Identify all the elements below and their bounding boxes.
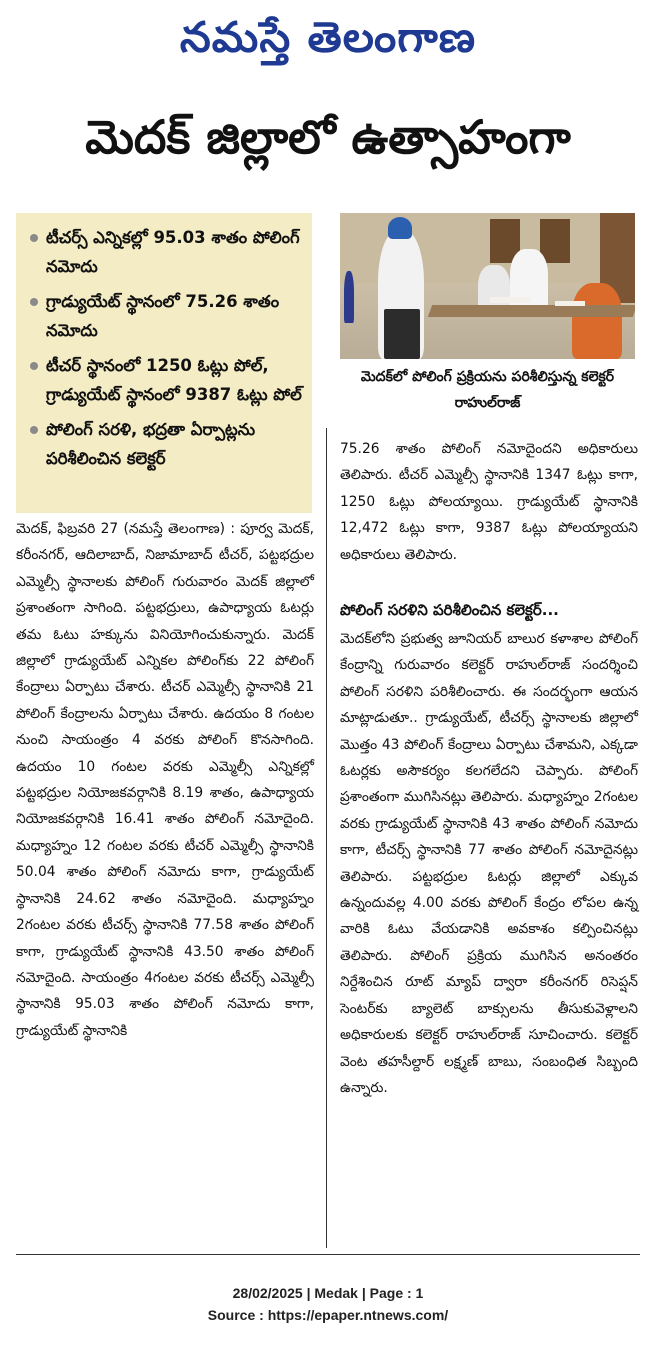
highlight-item: టీచర్ స్థానంలో 1250 ఓట్లు పోల్, గ్రాడ్యుయేట్ స్థానంలో 9387 ఓట్లు పోల్: [24, 351, 304, 409]
article-paragraph: మెదక్‌లోని ప్రభుత్వ జూనియర్ బాలుర కళాశాల పోలింగ్ కేంద్రాన్ని గురువారం కలెక్టర్ రాహుల్‌రాజ్ సందర్శించి పోలింగ్ సరళిని పరిశీలించారు. ఈ సందర్భంగా ఆయన మాట్లాడుతూ.. గ్రాడ్యుయేట్, టీచర్స్ స్థానాలకు జిల్లాలో మొత్తం 43 పోలింగ్ కేంద్రాలు ఏర్పాటు చేశామని, ఎక్కడా ఓటర్లకు అసౌకర్యం కలగలేదని చెప్పారు. పోలింగ్ ప్రశాంతంగా ముగిసినట్లు తెలిపారు. మధ్యాహ్నం 2గంటల వరకు గ్రాడ్యుయేట్ స్థానానికి 43 శాతం పోలింగ్ నమోదు కాగా, టీచర్స్ స్థానానికి 77 శాతం పోలింగ్ నమోదైనట్లు తెలిపారు. పట్టభద్రుల ఓటర్లు జిల్లాలో ఎక్కువ ఉన్నందువల్ల 4.00 వరకు పోలింగ్ కేంద్రం లోపల ఉన్న వారికి ఓటు వేయడానికి అవకాశం కల్పించినట్లు తెలిపారు. పోలింగ్ ప్రక్రియ ముగిసిన అనంతరం నిర్దేశించిన రూట్ మ్యాప్ ద్వారా కరీంనగర్ రిసెప్షన్ సెంటర్‌కు బ్యాలెట్ బాక్సులను తీసుకువెళ్లాలని అధికారులకు కలెక్టర్ రాహుల్‌రాజ్ సూచించారు. కలెక్టర్ వెంట తహసీల్దార్ లక్ష్మణ్ బాబు, సంబంధిత సిబ్బంది ఉన్నారు.: [340, 631, 638, 1096]
article-paragraph: మెదక్, ఫిబ్రవరి 27 (నమస్తే తెలంగాణ) : పూర్వ మెదక్, కరీంనగర్, ఆదిలాబాద్, నిజామాబాద్ టీచర్, పట్టభద్రుల ఎమ్మెల్సీ స్థానాలకు పోలింగ్ గురువారం మెదక్ జిల్లాలో ప్రశాంతంగా సాగింది. పట్టభద్రులు, ఉపాధ్యాయ ఓటర్లు తమ ఓటు హక్కును వినియోగించుకున్నారు. మెదక్ జిల్లాలో గ్రాడ్యుయేట్ ఎన్నికల పోలింగ్‌కు 22 పోలింగ్ కేంద్రాలు ఏర్పాటు చేశారు. టీచర్ ఎమ్మెల్సీ స్థానానికి 21 పోలింగ్ కేంద్రాలను ఏర్పాటు చేశారు. ఉదయం 8 గంటల నుంచి సాయంత్రం 4 వరకు పోలింగ్ కొనసాగింది. ఉదయం 10 గంటల వరకు ఎమ్మెల్సీ ఎన్నికల్లో పట్టభద్రుల నియోజకవర్గానికి 8.19 శాతం, ఉపాధ్యాయ నియోజకవర్గానికి 16.41 శాతం పోలింగ్ నమోదైంది. మధ్యాహ్నం 12 గంటల వరకు టీచర్ ఎమ్మెల్సీ స్థానానికి 50.04 శాతం పోలింగ్ నమోదు కాగా, గ్రాడ్యుయేట్ స్థానానికి 24.62 శాతం నమోదైంది. మధ్యాహ్నం 2గంటల వరకు టీచర్స్ స్థానానికి 77.58 శాతం పోలింగ్ కాగా, గ్రాడ్యుయేట్ స్థానానికి 43.50 శాతం పోలింగ్ నమోదైంది. సాయంత్రం 4గంటల వరకు టీచర్స్ ఎమ్మెల్సీ స్థానానికి 95.03 శాతం పోలింగ్ నమోదు కాగా, గ్రాడ్యుయేట్ స్థానానికి: [16, 521, 314, 1039]
photo-caption: మెదక్‌లో పోలింగ్ ప్రక్రియను పరిశీలిస్తున్న కలెక్టర్ రాహుల్‌రాజ్: [360, 369, 615, 411]
highlights-list: [24, 223, 304, 473]
highlights-box: [16, 213, 312, 513]
footer-source-line: Source : https://epaper.ntnews.com/: [207, 1307, 449, 1323]
page-footer: [0, 1282, 656, 1326]
photo-person-background: [344, 271, 354, 323]
article-bottom-rule: [16, 1254, 640, 1255]
article-subheading: పోలింగ్ సరళిని పరిశీలించిన కలెక్టర్...: [340, 601, 559, 619]
bullet-icon: [30, 426, 38, 434]
masthead-title: నమస్తే తెలంగాణ: [179, 13, 477, 62]
article-paragraph: 75.26 శాతం పోలింగ్ నమోదైందని అధికారులు తెలిపారు. టీచర్ ఎమ్మెల్సీ స్థానానికి 1347 ఓట్లు కాగా, 1250 ఓట్లు పోలయ్యాయి. గ్రాడ్యుయేట్ స్థానానికి 12,472 ఓట్లు కాగా, 9387 ఓట్లు పోలయ్యాయని అధికారులు తెలిపారు.: [340, 441, 638, 563]
bullet-icon: [30, 362, 38, 370]
article-column-left: [16, 516, 314, 1044]
column-divider: [326, 428, 327, 1248]
photo-window: [540, 219, 570, 263]
article-headline: [10, 110, 646, 190]
headline-text: మెదక్ జిల్లాలో ఉత్సాహంగా: [85, 110, 571, 164]
article-column-right-top: [340, 436, 638, 568]
bullet-icon: [30, 234, 38, 242]
photo-table: [428, 305, 635, 317]
photo-trousers: [384, 309, 420, 359]
article-column-right-bottom: [340, 626, 638, 1101]
highlight-item: టీచర్స్ ఎన్నికల్లో 95.03 శాతం పోలింగ్ నమోదు: [24, 223, 304, 281]
photo-paper: [555, 301, 585, 306]
photo-cap: [388, 217, 412, 239]
photo-person-woman: [572, 283, 622, 359]
highlight-item: పోలింగ్ సరళి, భద్రతా ఏర్పాట్లను పరిశీలించిన కలెక్టర్: [24, 415, 304, 473]
newspaper-masthead: [0, 12, 656, 72]
highlight-item: గ్రాడ్యుయేట్ స్థానంలో 75.26 శాతం నమోదు: [24, 287, 304, 345]
news-photo: [340, 213, 635, 359]
bullet-icon: [30, 298, 38, 306]
photo-paper: [490, 297, 530, 303]
footer-date-line: 28/02/2025 | Medak | Page : 1: [232, 1285, 424, 1301]
